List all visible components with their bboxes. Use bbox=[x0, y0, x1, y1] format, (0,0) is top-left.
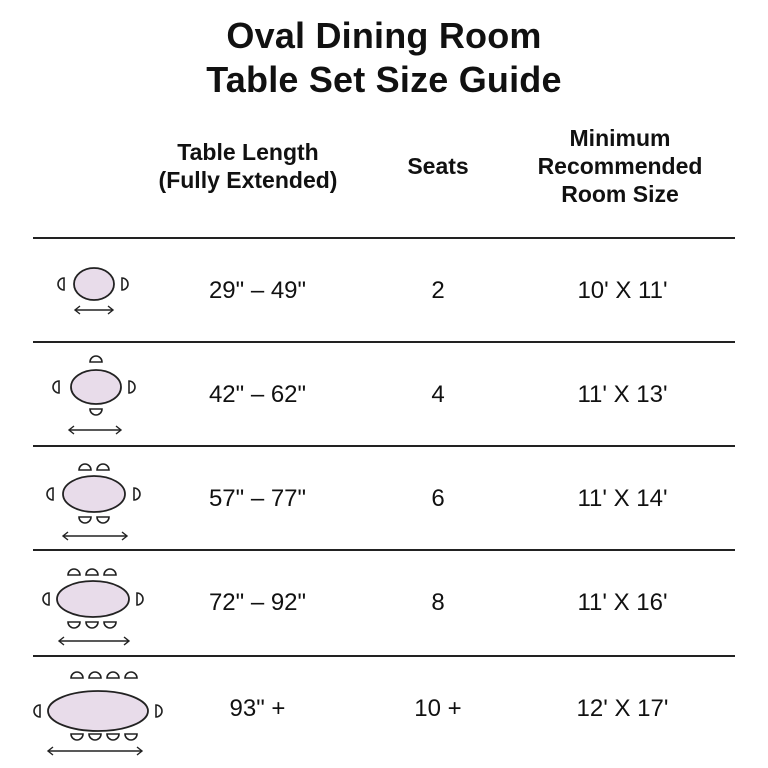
room-size-cell: 11' X 14' bbox=[577, 485, 668, 512]
table-length-cell: 29" – 49" bbox=[208, 277, 307, 304]
seats-cell: 10 + bbox=[414, 695, 462, 722]
seats-cell: 6 bbox=[431, 485, 445, 512]
table-length-cell: 93" + bbox=[229, 695, 286, 722]
table-length-cell: 57" – 77" bbox=[208, 485, 307, 512]
table-row bbox=[0, 551, 768, 655]
table-length-cell: 42" – 62" bbox=[208, 381, 307, 408]
header-table-length-line-1: Table Length bbox=[177, 139, 319, 165]
room-size-cell: 12' X 17' bbox=[576, 695, 669, 722]
page-title-line-1: Oval Dining Room bbox=[226, 15, 542, 56]
seats-cell: 4 bbox=[431, 381, 445, 408]
header-room-size-line-2: Recommended bbox=[537, 153, 703, 179]
room-size-cell: 11' X 13' bbox=[577, 381, 668, 408]
header-seats: Seats bbox=[407, 153, 469, 179]
header-table-length-line-2: (Fully Extended) bbox=[158, 167, 338, 193]
page-title-line-2: Table Set Size Guide bbox=[206, 59, 562, 100]
seats-cell: 2 bbox=[431, 277, 445, 304]
table-row bbox=[0, 239, 768, 343]
header-table-length bbox=[128, 138, 368, 194]
table-row bbox=[0, 447, 768, 551]
table-row bbox=[0, 657, 768, 761]
header-room-size bbox=[505, 124, 735, 208]
seats-cell: 8 bbox=[431, 589, 445, 616]
table-row bbox=[0, 343, 768, 447]
header-room-size-line-1: Minimum bbox=[569, 125, 671, 151]
table-length-cell: 72" – 92" bbox=[208, 589, 307, 616]
room-size-cell: 10' X 11' bbox=[577, 277, 668, 304]
header-room-size-line-3: Room Size bbox=[561, 181, 679, 207]
room-size-cell: 11' X 16' bbox=[577, 589, 668, 616]
